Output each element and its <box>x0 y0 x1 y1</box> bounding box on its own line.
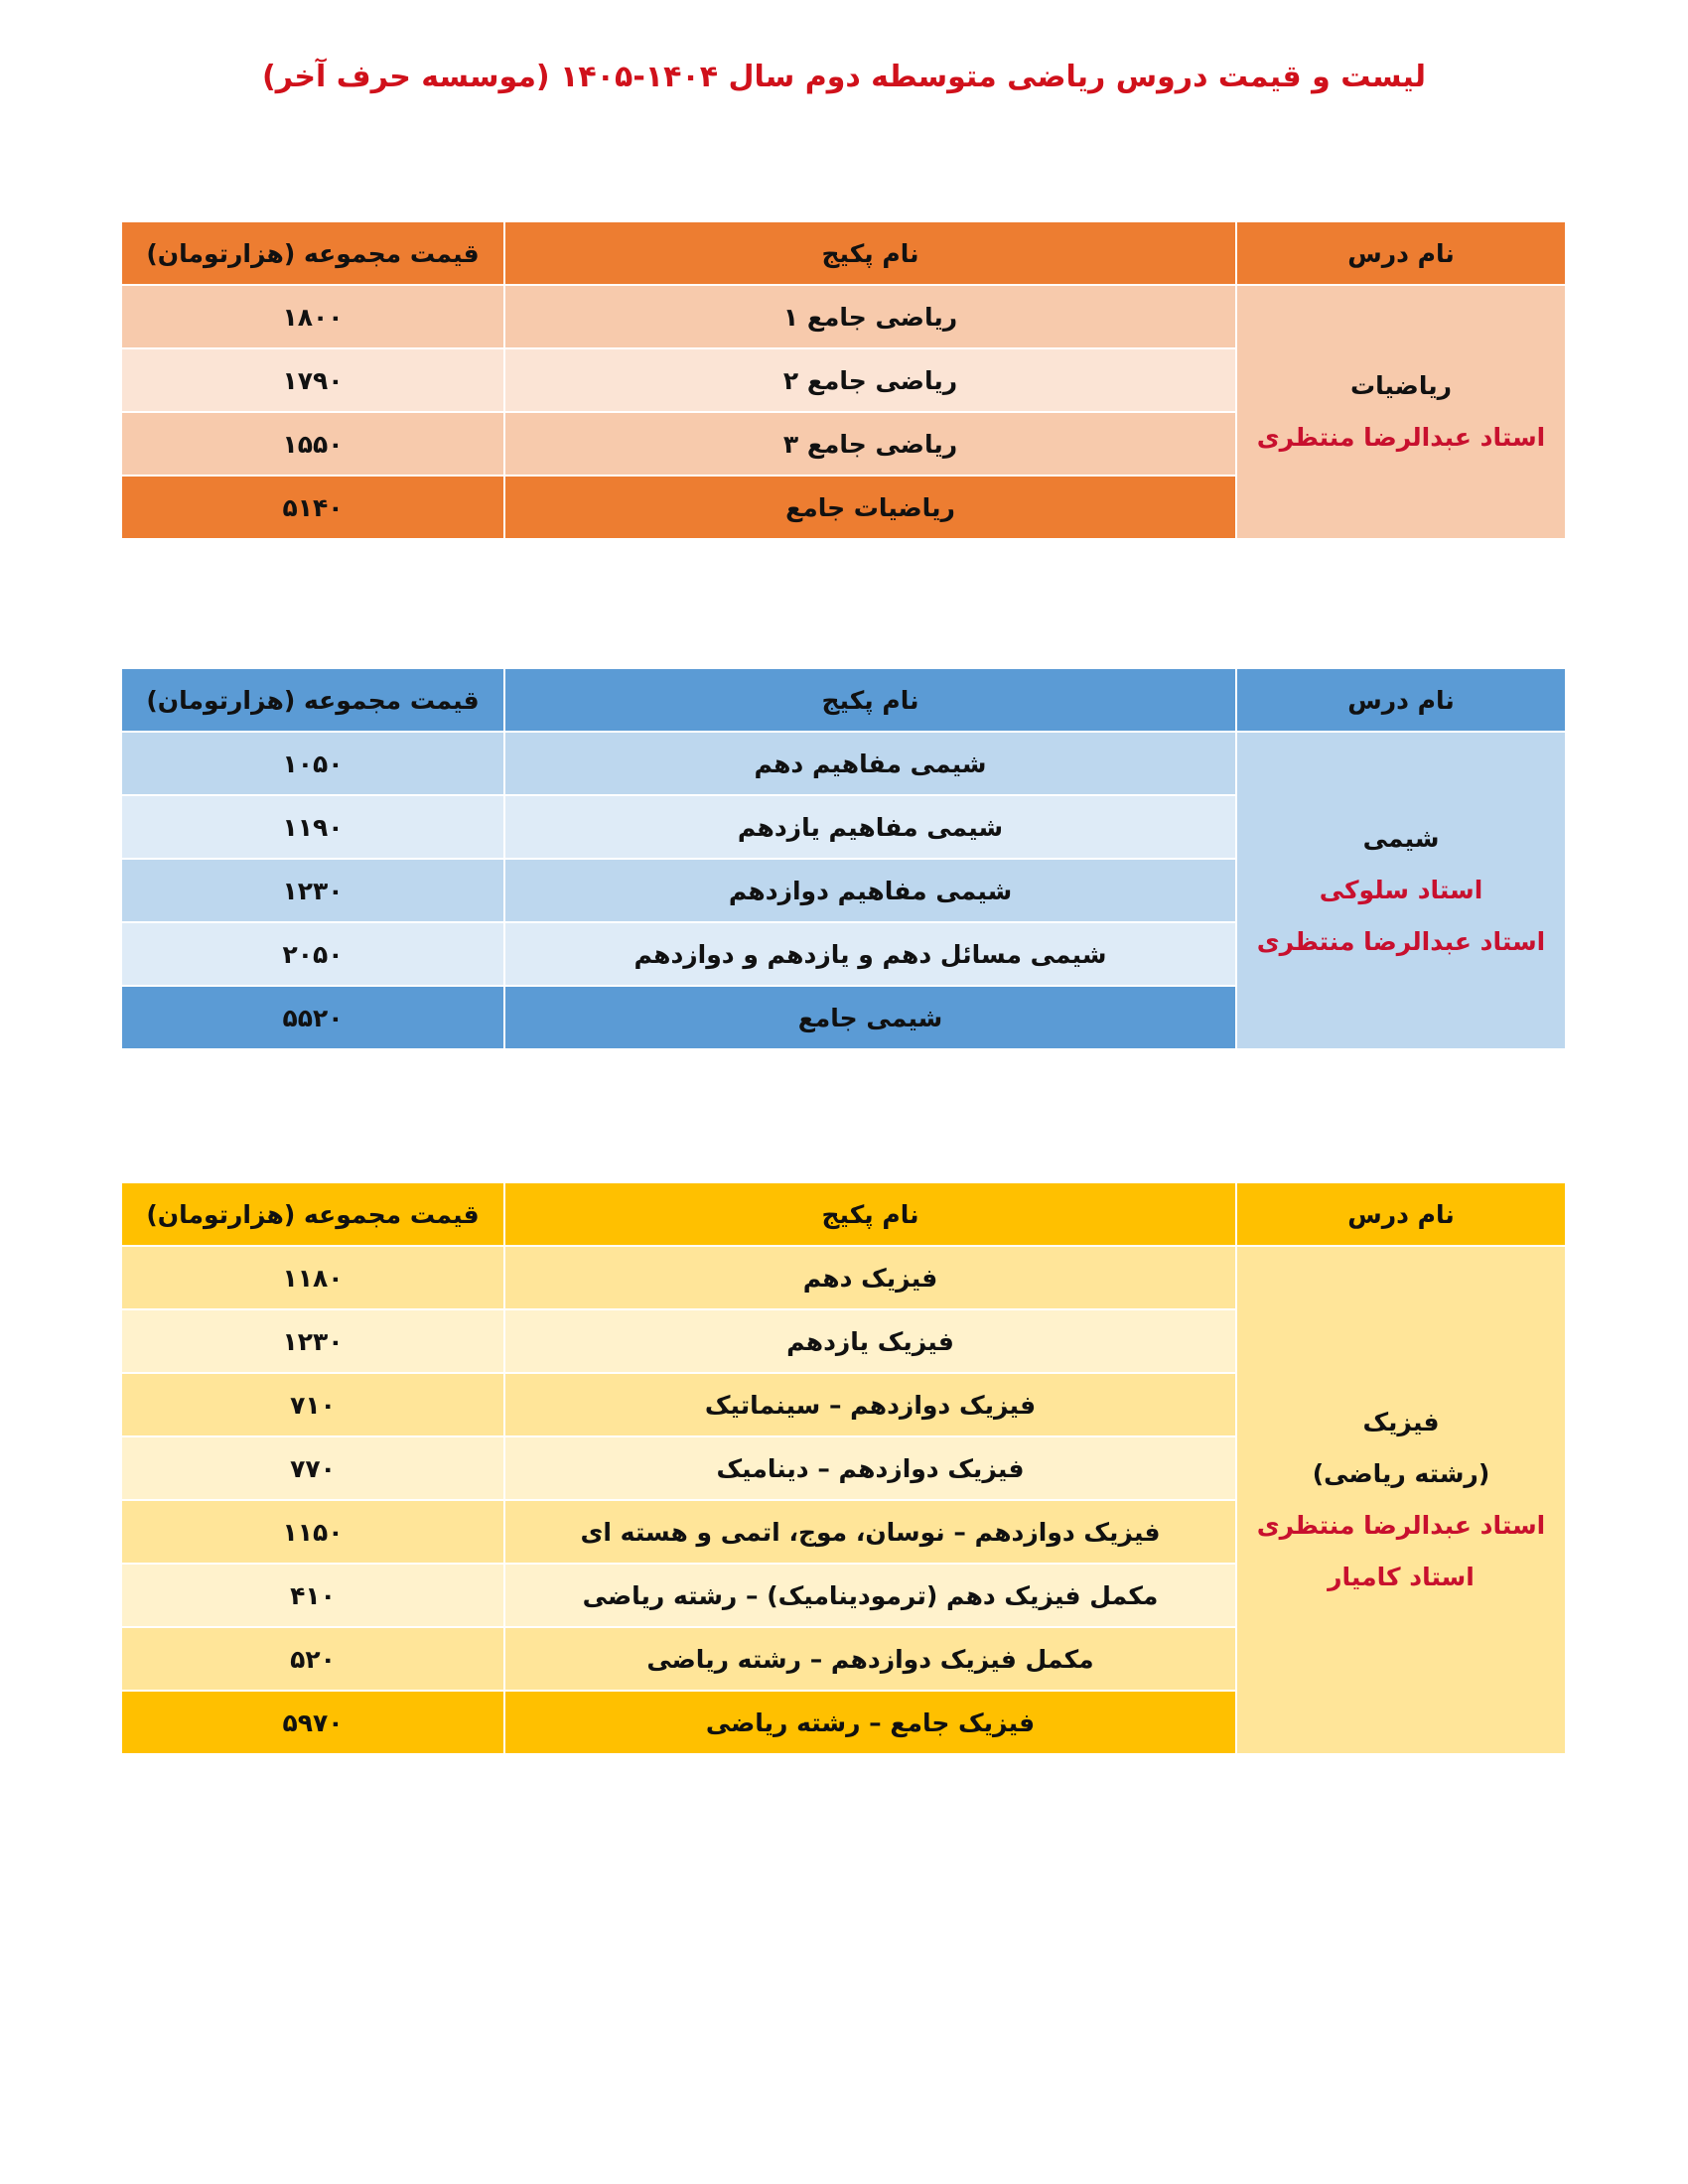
teacher-name: استاد عبدالرضا منتظری <box>1256 1511 1546 1540</box>
package-name: فیزیک دوازدهم – سینماتیک <box>504 1373 1236 1436</box>
subject-name: ریاضیات <box>1349 371 1453 400</box>
table-row <box>122 285 1565 348</box>
package-name: ریاضی جامع ۲ <box>504 348 1236 412</box>
package-name: شیمی مسائل دهم و یازدهم و دوازدهم <box>504 922 1236 986</box>
package-name: شیمی مفاهیم یازدهم <box>504 795 1236 859</box>
teacher-name: استاد کامیار <box>1328 1563 1475 1591</box>
header-package: نام پکیج <box>504 668 1236 732</box>
package-price: ۱۸۰۰ <box>122 285 504 348</box>
math-price-table <box>122 220 1565 538</box>
header-package: نام پکیج <box>504 221 1236 285</box>
package-price: ۱۵۵۰ <box>122 412 504 476</box>
subject-cell-physics <box>1236 1246 1565 1753</box>
package-price: ۱۰۵۰ <box>122 732 504 795</box>
teacher-name: استاد عبدالرضا منتظری <box>1256 927 1546 956</box>
package-price: ۱۲۳۰ <box>122 1309 504 1373</box>
subject-name: شیمی <box>1362 824 1440 853</box>
header-subject: نام درس <box>1236 221 1565 285</box>
header-subject: نام درس <box>1236 1182 1565 1246</box>
subject-note: (رشته ریاضی) <box>1312 1459 1490 1488</box>
package-price: ۱۱۹۰ <box>122 795 504 859</box>
header-package: نام پکیج <box>504 1182 1236 1246</box>
package-name: شیمی مفاهیم دوازدهم <box>504 859 1236 922</box>
package-price: ۱۷۹۰ <box>122 348 504 412</box>
teacher-name: استاد سلوکی <box>1319 876 1483 904</box>
package-price: ۴۱۰ <box>122 1564 504 1627</box>
total-package-name: شیمی جامع <box>504 986 1236 1048</box>
header-price: قیمت مجموعه (هزارتومان) <box>122 1182 504 1246</box>
package-price: ۷۱۰ <box>122 1373 504 1436</box>
total-package-name: ریاضیات جامع <box>504 476 1236 538</box>
table-header-row <box>122 1182 1565 1246</box>
teacher-name: استاد عبدالرضا منتظری <box>1256 423 1546 452</box>
package-name: فیزیک دوازدهم – دینامیک <box>504 1436 1236 1500</box>
package-price: ۵۲۰ <box>122 1627 504 1691</box>
package-price: ۱۱۸۰ <box>122 1246 504 1309</box>
subject-name: فیزیک <box>1362 1408 1440 1436</box>
total-package-name: فیزیک جامع – رشته ریاضی <box>504 1691 1236 1753</box>
package-name: مکمل فیزیک دهم (ترمودینامیک) – رشته ریاضی <box>504 1564 1236 1627</box>
total-price: ۵۱۴۰ <box>122 476 504 538</box>
header-price: قیمت مجموعه (هزارتومان) <box>122 221 504 285</box>
table-header-row <box>122 221 1565 285</box>
subject-cell-chemistry <box>1236 732 1565 1048</box>
package-name: فیزیک یازدهم <box>504 1309 1236 1373</box>
table-row <box>122 732 1565 795</box>
package-name: فیزیک دهم <box>504 1246 1236 1309</box>
package-price: ۱۲۳۰ <box>122 859 504 922</box>
subject-cell-math <box>1236 285 1565 538</box>
header-subject: نام درس <box>1236 668 1565 732</box>
package-price: ۷۷۰ <box>122 1436 504 1500</box>
total-price: ۵۵۲۰ <box>122 986 504 1048</box>
physics-price-table <box>122 1181 1565 1753</box>
package-price: ۲۰۵۰ <box>122 922 504 986</box>
header-price: قیمت مجموعه (هزارتومان) <box>122 668 504 732</box>
package-name: ریاضی جامع ۳ <box>504 412 1236 476</box>
table-row <box>122 1246 1565 1309</box>
package-price: ۱۱۵۰ <box>122 1500 504 1564</box>
package-name: ریاضی جامع ۱ <box>504 285 1236 348</box>
total-price: ۵۹۷۰ <box>122 1691 504 1753</box>
chemistry-price-table <box>122 667 1565 1048</box>
table-header-row <box>122 668 1565 732</box>
page-title: لیست و قیمت دروس ریاضی متوسطه دوم سال ۱۴۰۴-۱۴۰۵ (موسسه حرف آخر) <box>262 60 1426 94</box>
package-name: مکمل فیزیک دوازدهم – رشته ریاضی <box>504 1627 1236 1691</box>
package-name: فیزیک دوازدهم – نوسان، موج، اتمی و هسته ای <box>504 1500 1236 1564</box>
package-name: شیمی مفاهیم دهم <box>504 732 1236 795</box>
